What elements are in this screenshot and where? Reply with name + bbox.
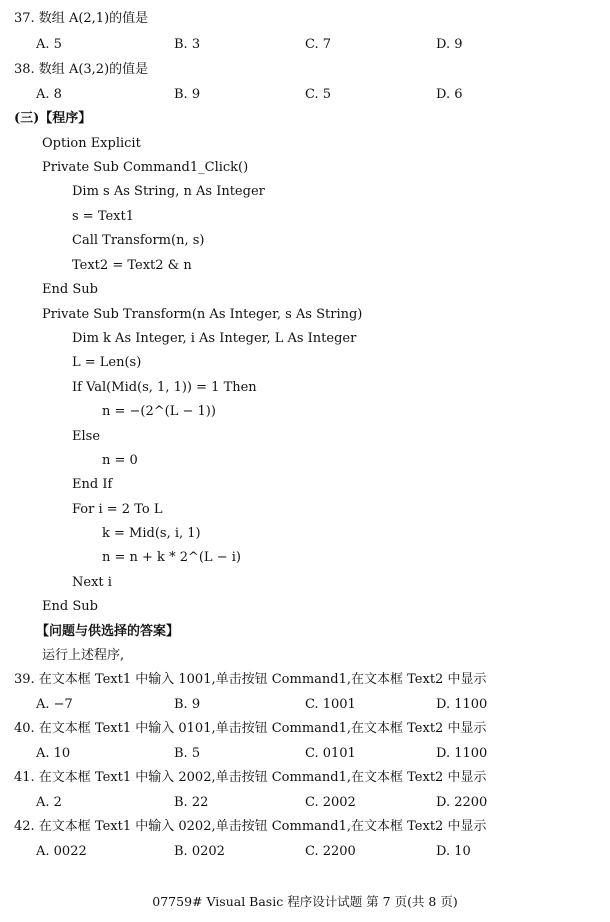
code-line-7: End Sub [42,282,98,297]
code-line-18: n = n + k * 2^(L − i) [102,550,241,565]
code-line-10: L = Len(s) [72,355,142,370]
question-39-option-d: D. 1100 [436,697,488,712]
code-line-19: Next i [72,575,112,590]
code-line-13: Else [72,429,101,444]
code-line-6: Text2 = Text2 & n [72,258,192,273]
prompt-title: 【问题与供选择的答案】 [36,624,180,639]
code-line-3: Dim s As String, n As Integer [72,184,265,199]
code-line-14: n = 0 [102,453,138,468]
code-line-11: If Val(Mid(s, 1, 1)) = 1 Then [72,380,257,395]
section-title: (三)【程序】 [14,111,92,126]
question-39-option-c: C. 1001 [305,697,356,712]
code-line-4: s = Text1 [72,209,135,224]
page-footer: 07759# Visual Basic 程序设计试题 第 7 页(共 8 页) [152,894,458,909]
prompt-text: 运行上述程序, [42,648,125,663]
code-line-5: Call Transform(n, s) [72,233,205,248]
code-line-20: End Sub [42,599,98,614]
question-40-option-b: B. 5 [174,746,201,761]
question-41-option-a: A. 2 [36,795,62,810]
question-37-stem: 37. 数组 A(2,1)的值是 [14,11,149,26]
question-40-stem: 40. 在文本框 Text1 中输入 0101,单击按钮 Command1,在文本框 Text2 中显示 [14,721,487,736]
question-42-option-d: D. 10 [436,844,471,859]
question-37-option-c: C. 7 [305,37,332,52]
question-38-option-d: D. 6 [436,87,463,102]
question-42-option-b: B. 0202 [174,844,225,859]
question-42-option-a: A. 0022 [36,844,87,859]
question-41-option-b: B. 22 [174,795,209,810]
question-41-option-c: C. 2002 [305,795,356,810]
question-40-option-c: C. 0101 [305,746,356,761]
question-39-option-b: B. 9 [174,697,201,712]
question-41-option-d: D. 2200 [436,795,488,810]
code-line-9: Dim k As Integer, i As Integer, L As Integer [72,331,357,346]
code-line-8: Private Sub Transform(n As Integer, s As String) [42,307,363,322]
code-line-12: n = −(2^(L − 1)) [102,404,216,419]
question-42-option-c: C. 2200 [305,844,356,859]
question-38-option-a: A. 8 [36,87,62,102]
question-40-option-a: A. 10 [36,746,71,761]
question-38-option-b: B. 9 [174,87,201,102]
code-line-1: Option Explicit [42,136,141,151]
question-38-option-c: C. 5 [305,87,332,102]
code-line-17: k = Mid(s, i, 1) [102,526,201,541]
code-line-16: For i = 2 To L [72,502,163,517]
question-37-option-a: A. 5 [36,37,62,52]
code-line-15: End If [72,477,113,492]
question-40-option-d: D. 1100 [436,746,488,761]
question-42-stem: 42. 在文本框 Text1 中输入 0202,单击按钮 Command1,在文本框 Text2 中显示 [14,819,487,834]
question-38-stem: 38. 数组 A(3,2)的值是 [14,62,149,77]
question-39-option-a: A. −7 [36,697,73,712]
question-37-option-d: D. 9 [436,37,463,52]
code-line-2: Private Sub Command1_Click() [42,160,249,175]
question-39-stem: 39. 在文本框 Text1 中输入 1001,单击按钮 Command1,在文本框 Text2 中显示 [14,672,487,687]
question-41-stem: 41. 在文本框 Text1 中输入 2002,单击按钮 Command1,在文本框 Text2 中显示 [14,770,487,785]
question-37-option-b: B. 3 [174,37,201,52]
